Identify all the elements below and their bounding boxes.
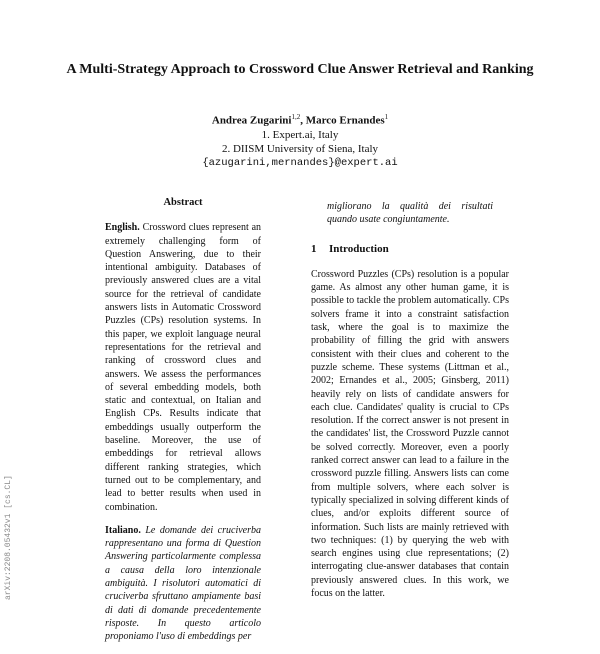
- author-names: [100, 110, 500, 128]
- arxiv-identifier: arXiv:2208.05432v1 [cs.CL]: [4, 475, 13, 600]
- affiliation-2: 2. DIISM University of Siena, Italy: [221, 142, 379, 155]
- right-column: [311, 200, 509, 610]
- author-block: [100, 110, 500, 170]
- abstract-italian-continued: migliorano la qualità dei risultati quando usate congiuntamente.: [327, 201, 493, 226]
- author-2-affiliation-mark: 1: [384, 113, 389, 121]
- author-2: Marco Ernandes: [305, 114, 385, 127]
- author-email: {azugarini,mernandes}@expert.ai: [202, 156, 398, 169]
- section-number: 1: [311, 242, 317, 255]
- abstract-english-lead: English.: [105, 222, 140, 234]
- abstract-italian-lead: Italiano.: [105, 524, 141, 536]
- section-heading-introduction: [311, 243, 509, 256]
- abstract-italian: [105, 524, 261, 644]
- abstract-english: [105, 221, 261, 514]
- author-1: Andrea Zugarini: [211, 114, 292, 127]
- abstract-italian-text: Le domande dei cruciverba rappresentano una forma di Question Answering particolarmente complessa a causa della loro intenzionale ambiguità. I risolutori automatici di cruciverba sfruttano ampiamente basi di dati di domande precedentemente risposte. In questo articolo proponiamo l'uso di embeddings per: [105, 524, 262, 643]
- abstract-english-text: Crossword clues represent an extremely challenging form of Question Answering, due to their intentional ambiguity. Databases of previously answered clues are a vital source for the retrieval of candidate answers lists in Automatic Crossword Puzzles (CPs) resolution systems. In this paper, we exploit language neural representations for the retrieval and ranking of crossword clues and answers. We assess the performances of several embedding models, both static and contextual, on Italian and English CPs. Results indicate that embeddings usually outperform the baseline. Moreover, the use of embeddings for retrieval allows different ranking strategies, which turned out to be complementary, and lead to better results when used in combination.: [105, 222, 262, 513]
- author-1-affiliation-mark: 1,2: [291, 113, 301, 121]
- introduction-paragraph: Crossword Puzzles (CPs) resolution is a popular game. As almost any other human game, it is possible to tackle the problem automatically. CPs solvers frame it into a constraint satisfaction task, where the goal is to maximize the probability of filling the grid with answers consistent with their clues and coherent to the puzzle scheme. These systems (Littman et al., 2002; Ernandes et al., 2005; Ginsberg, 2011) heavily rely on lists of candidate answers for each clue. Candidates' quality is crucial to CPs resolution. If the correct answer is not present in the candidates' list, the Crossword Puzzle cannot be solved correctly. Moreover, even a poorly ranked correct answer can lead to a failure in the crossword puzzle filling. Answers lists can come from multiple solvers, where each solver is typically specialized in solving different kinds of clues, and/or exploits different source of information. Such lists are mainly retrieved with two techniques: (1) by querying the web with search engines using clue representations; (2) interrogating clue-answer databases that contain previously answered clues. In this work, we focus on the latter.: [311, 268, 509, 600]
- abstract-italian-continued-wrap: [311, 200, 509, 227]
- author-separator: ,: [300, 114, 306, 127]
- abstract-body: [89, 221, 277, 643]
- affiliation-1: 1. Expert.ai, Italy: [261, 128, 339, 141]
- left-column: [89, 196, 277, 654]
- paper-title: A Multi-Strategy Approach to Crossword Clue Answer Retrieval and Ranking: [66, 62, 534, 77]
- section-title: Introduction: [329, 242, 389, 255]
- abstract-heading: Abstract: [163, 197, 203, 208]
